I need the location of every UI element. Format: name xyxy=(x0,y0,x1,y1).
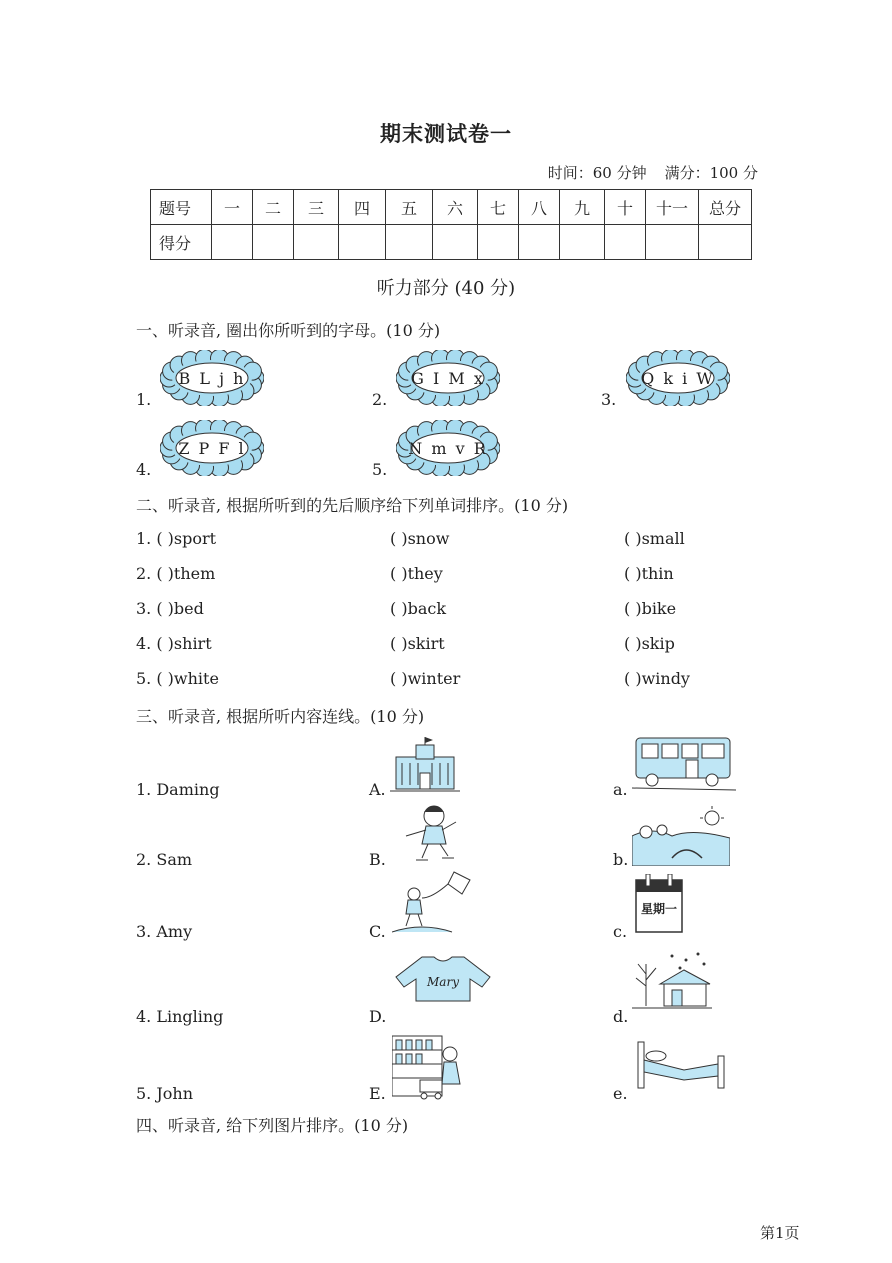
flower-letters: G I M x xyxy=(411,368,485,388)
word-item[interactable]: ( )thin xyxy=(624,564,674,583)
word-row xyxy=(136,669,776,691)
score-header-cell: 七 xyxy=(478,190,519,225)
picture-label: B. xyxy=(369,850,386,869)
score-cell[interactable] xyxy=(605,225,646,260)
sweater-name-text: Mary xyxy=(427,975,459,989)
word-item[interactable]: 4. ( )shirt xyxy=(136,634,212,653)
score-cell[interactable] xyxy=(212,225,253,260)
score-cell[interactable] xyxy=(478,225,519,260)
word-row xyxy=(136,599,776,621)
letter-flower[interactable] xyxy=(160,420,264,476)
flower-letters: N m v R xyxy=(408,438,488,458)
full-score: 满分：100 分 xyxy=(664,164,758,182)
picture-label: C. xyxy=(369,922,386,941)
picture-label: b. xyxy=(613,850,629,869)
word-item[interactable]: 2. ( )them xyxy=(136,564,216,583)
word-item[interactable]: ( )they xyxy=(390,564,443,583)
word-item[interactable]: ( )skip xyxy=(624,634,675,653)
score-header-cell: 三 xyxy=(294,190,339,225)
q4-title: 四、听录音, 给下列图片排序。(10 分) xyxy=(136,1116,409,1135)
score-cell[interactable] xyxy=(253,225,294,260)
score-cell[interactable] xyxy=(294,225,339,260)
score-cell[interactable] xyxy=(339,225,386,260)
score-header-cell: 二 xyxy=(253,190,294,225)
score-header-cell: 总分 xyxy=(699,190,752,225)
q1-item-number: 3. xyxy=(601,390,617,409)
word-item[interactable]: ( )back xyxy=(390,599,447,618)
picture-label: D. xyxy=(369,1007,387,1026)
person-name: 4. Lingling xyxy=(136,1007,224,1026)
spring-scene-picture[interactable] xyxy=(632,806,730,866)
q2-title: 二、听录音, 根据所听到的先后顺序给下列单词排序。(10 分) xyxy=(136,496,569,515)
score-cell[interactable] xyxy=(386,225,433,260)
person-name: 5. John xyxy=(136,1084,194,1103)
flower-letters: B L j h xyxy=(178,368,246,388)
q1-item-number: 1. xyxy=(136,390,152,409)
word-item[interactable]: 3. ( )bed xyxy=(136,599,204,618)
letter-flower[interactable] xyxy=(396,420,500,476)
calendar-day-text: 星期一 xyxy=(640,902,677,916)
score-header-cell: 五 xyxy=(386,190,433,225)
flower-letters: Z P F l xyxy=(178,438,246,458)
score-header-cell: 九 xyxy=(560,190,605,225)
score-cell[interactable] xyxy=(519,225,560,260)
page-number: 第1页 xyxy=(760,1224,800,1242)
picture-label: A. xyxy=(369,780,386,799)
score-header-cell: 题号 xyxy=(151,190,212,225)
score-cell[interactable] xyxy=(560,225,605,260)
flower-letters: Q k i W xyxy=(641,368,715,388)
calendar-picture[interactable] xyxy=(634,874,684,934)
skating-girl-picture[interactable] xyxy=(392,800,462,864)
word-item[interactable]: ( )windy xyxy=(624,669,690,688)
exam-meta xyxy=(500,162,758,183)
word-item[interactable]: ( )skirt xyxy=(390,634,445,653)
sweater-picture[interactable] xyxy=(390,953,496,1003)
score-header-cell: 十一 xyxy=(646,190,699,225)
school-building-picture[interactable] xyxy=(390,737,460,795)
listening-section-title: 听力部分 (40 分) xyxy=(376,278,516,299)
q3-title: 三、听录音, 根据所听内容连线。(10 分) xyxy=(136,707,425,726)
word-item[interactable]: ( )snow xyxy=(390,529,450,548)
page-title: 期末测试卷一 xyxy=(380,121,512,146)
score-table-score-row xyxy=(151,225,752,260)
time-limit: 时间：60 分钟 xyxy=(547,164,647,182)
score-header-cell: 六 xyxy=(433,190,478,225)
letter-flower[interactable] xyxy=(396,350,500,406)
score-cell[interactable] xyxy=(433,225,478,260)
score-table xyxy=(150,189,752,260)
letter-flower[interactable] xyxy=(626,350,730,406)
kite-flying-picture[interactable] xyxy=(392,868,478,936)
word-item[interactable]: 1. ( )sport xyxy=(136,529,217,548)
score-cell[interactable] xyxy=(646,225,699,260)
word-row xyxy=(136,634,776,656)
word-item[interactable]: ( )bike xyxy=(624,599,677,618)
bus-picture[interactable] xyxy=(632,730,736,794)
q1-item-number: 2. xyxy=(372,390,388,409)
score-header-cell: 八 xyxy=(519,190,560,225)
winter-house-picture[interactable] xyxy=(632,950,712,1012)
picture-label: a. xyxy=(613,780,628,799)
score-header-cell: 一 xyxy=(212,190,253,225)
word-item[interactable]: 5. ( )white xyxy=(136,669,219,688)
score-header-cell: 十 xyxy=(605,190,646,225)
picture-label: c. xyxy=(613,922,628,941)
person-name: 1. Daming xyxy=(136,780,220,799)
score-table-header-row xyxy=(151,190,752,225)
word-item[interactable]: ( )winter xyxy=(390,669,461,688)
supermarket-picture[interactable] xyxy=(392,1034,464,1100)
picture-label: d. xyxy=(613,1007,629,1026)
score-row-label: 得分 xyxy=(151,225,212,260)
word-row xyxy=(136,529,776,551)
score-cell[interactable] xyxy=(699,225,752,260)
picture-label: e. xyxy=(613,1084,628,1103)
letter-flower[interactable] xyxy=(160,350,264,406)
person-name: 3. Amy xyxy=(136,922,193,941)
picture-label: E. xyxy=(369,1084,386,1103)
word-item[interactable]: ( )small xyxy=(624,529,685,548)
bed-picture[interactable] xyxy=(634,1040,730,1090)
q1-item-number: 4. xyxy=(136,460,152,479)
word-row xyxy=(136,564,776,586)
q1-item-number: 5. xyxy=(372,460,388,479)
q1-title: 一、听录音, 圈出你所听到的字母。(10 分) xyxy=(136,321,441,340)
person-name: 2. Sam xyxy=(136,850,193,869)
score-header-cell: 四 xyxy=(339,190,386,225)
